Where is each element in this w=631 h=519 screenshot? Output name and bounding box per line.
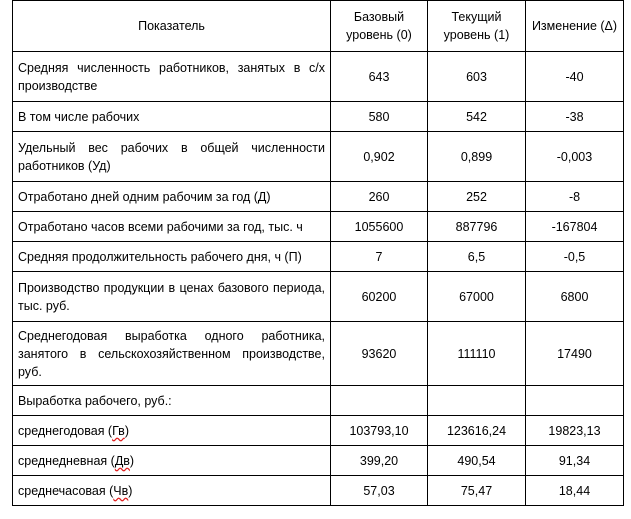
row-label — [13, 416, 331, 446]
change-value: 91,34 — [526, 446, 624, 476]
base-value: 60200 — [331, 272, 428, 322]
header-change: Изменение (Δ) — [526, 1, 624, 52]
label-abbreviation: Дв — [114, 453, 130, 468]
label-text: среднегодовая ( — [18, 423, 113, 438]
table-row — [13, 446, 624, 476]
label-text: среднечасовая ( — [18, 483, 114, 498]
label-text-end: ) — [128, 483, 133, 498]
current-value: 0,899 — [428, 132, 526, 182]
row-label: Отработано часов всеми рабочими за год, тыс. ч — [13, 212, 331, 242]
row-label: Выработка рабочего, руб.: — [13, 386, 331, 416]
row-label: Средняя численность работников, занятых в с/х производстве — [13, 52, 331, 102]
change-value: -38 — [526, 102, 624, 132]
row-label: Средняя продолжительность рабочего дня, ч (П) — [13, 242, 331, 272]
row-label — [13, 446, 331, 476]
table-row — [13, 476, 624, 506]
change-value: -40 — [526, 52, 624, 102]
label-abbreviation: Гв — [112, 423, 125, 438]
current-value: 252 — [428, 182, 526, 212]
current-value: 123616,24 — [428, 416, 526, 446]
indicators-table — [12, 0, 624, 506]
table-row — [13, 102, 624, 132]
base-value: 7 — [331, 242, 428, 272]
base-value — [331, 386, 428, 416]
table-row — [13, 242, 624, 272]
base-value: 580 — [331, 102, 428, 132]
label-text-end: ) — [129, 453, 135, 468]
current-value — [428, 386, 526, 416]
base-value: 260 — [331, 182, 428, 212]
current-value: 75,47 — [428, 476, 526, 506]
base-value: 399,20 — [331, 446, 428, 476]
change-value — [526, 386, 624, 416]
row-label: Производство продукции в ценах базового периода, тыс. руб. — [13, 272, 331, 322]
change-value: 17490 — [526, 322, 624, 386]
table-header-row — [13, 1, 624, 52]
table-row — [13, 132, 624, 182]
current-value: 603 — [428, 52, 526, 102]
table-row — [13, 182, 624, 212]
row-label — [13, 476, 331, 506]
base-value: 93620 — [331, 322, 428, 386]
current-value: 111110 — [428, 322, 526, 386]
header-indicator: Показатель — [13, 1, 331, 52]
table-row — [13, 52, 624, 102]
base-value: 0,902 — [331, 132, 428, 182]
current-value: 490,54 — [428, 446, 526, 476]
table-row — [13, 212, 624, 242]
table-row — [13, 272, 624, 322]
row-label: Удельный вес рабочих в общей численности работников (Уд) — [13, 132, 331, 182]
row-label: Отработано дней одним рабочим за год (Д) — [13, 182, 331, 212]
label-text: среднедневная ( — [18, 453, 115, 468]
base-value: 1055600 — [331, 212, 428, 242]
base-value: 57,03 — [331, 476, 428, 506]
table-row — [13, 416, 624, 446]
change-value: 6800 — [526, 272, 624, 322]
header-current-level: Текущий уровень (1) — [428, 1, 526, 52]
table-row — [13, 386, 624, 416]
current-value: 6,5 — [428, 242, 526, 272]
change-value: -0,003 — [526, 132, 624, 182]
current-value: 887796 — [428, 212, 526, 242]
change-value: 19823,13 — [526, 416, 624, 446]
change-value: -167804 — [526, 212, 624, 242]
change-value: 18,44 — [526, 476, 624, 506]
current-value: 542 — [428, 102, 526, 132]
table-row — [13, 322, 624, 386]
row-label: В том числе рабочих — [13, 102, 331, 132]
base-value: 103793,10 — [331, 416, 428, 446]
label-abbreviation: Чв — [113, 483, 129, 498]
header-base-level: Базовый уровень (0) — [331, 1, 428, 52]
label-text-end: ) — [124, 423, 129, 438]
base-value: 643 — [331, 52, 428, 102]
row-label: Среднегодовая выработка одного работника, занятого в сельскохозяйственном производстве, руб. — [13, 322, 331, 386]
current-value: 67000 — [428, 272, 526, 322]
change-value: -8 — [526, 182, 624, 212]
change-value: -0,5 — [526, 242, 624, 272]
